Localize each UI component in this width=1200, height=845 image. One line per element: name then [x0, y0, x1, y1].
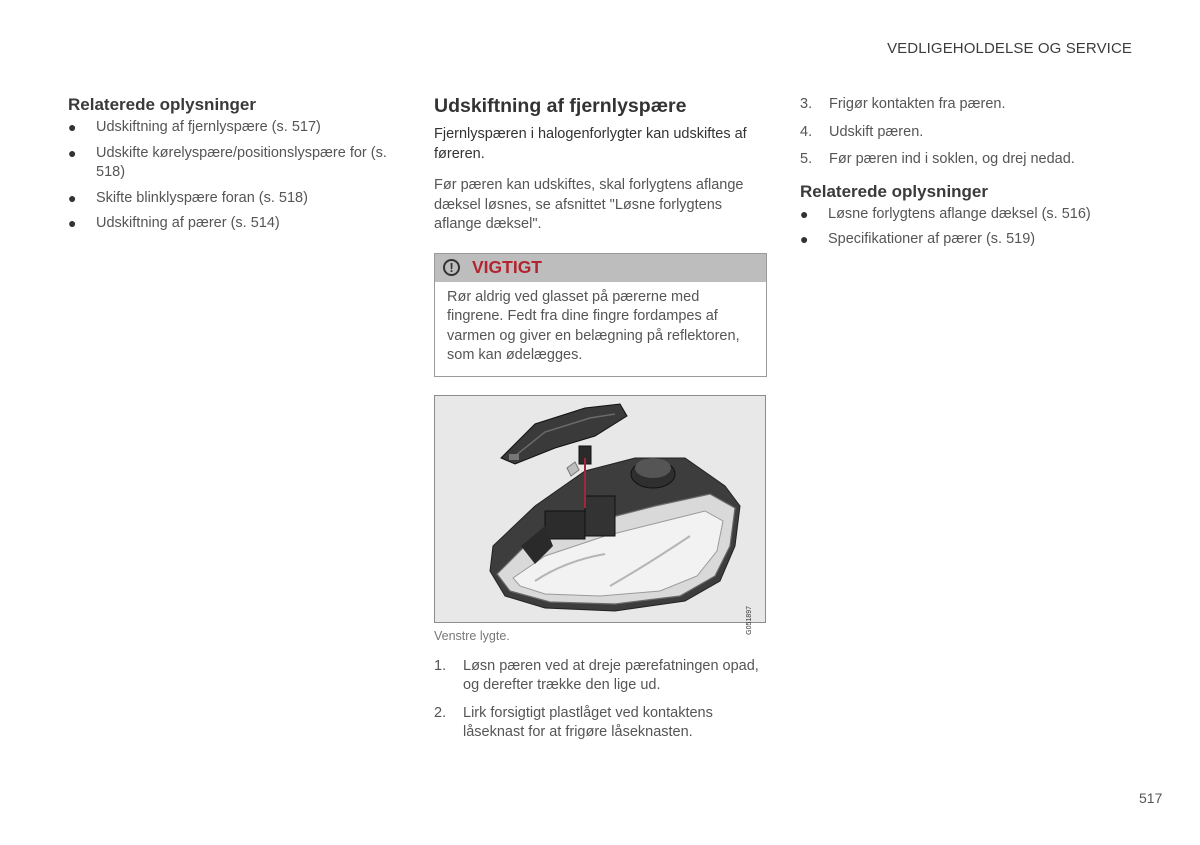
warning-title: VIGTIGT: [472, 257, 542, 277]
related-link[interactable]: ● Skifte blinklyspære foran (s. 518): [68, 189, 388, 209]
related-link[interactable]: ● Udskifte kørelyspære/positionslyspære for (s. 518): [68, 144, 387, 180]
body-paragraph: Før pæren kan udskiftes, skal forlygtens aflange dæksel løsnes, se afsnittet "Løsne forlygtens aflange dæksel".: [434, 177, 744, 232]
warning-text: Rør aldrig ved glasset på pærerne med fingrene. Fedt fra dine fingre fordampes af varmen og giver en belægning på reflektoren, som kan ødelægges.: [447, 288, 740, 363]
related-link[interactable]: ● Løsne forlygtens aflange dæksel (s. 516): [800, 205, 1130, 225]
left-column: [68, 95, 388, 240]
step-item: 1. Løsn pæren ved at dreje pærefatningen opad, og derefter trække den lige ud.: [434, 657, 759, 693]
headlamp-illustration: [434, 395, 766, 635]
bullet-icon: ●: [68, 119, 77, 135]
bullet-icon: ●: [68, 144, 77, 161]
step-item: 4. Udskift pæren.: [800, 123, 924, 140]
middle-column: [434, 95, 768, 751]
related-link[interactable]: ● Udskiftning af fjernlyspære (s. 517): [68, 118, 388, 138]
related-heading: Relaterede oplysninger: [800, 181, 989, 201]
warning-box: [434, 253, 767, 377]
headlamp-drawing: [435, 396, 765, 622]
bullet-icon: ●: [800, 231, 809, 247]
step-item: 5. Før pæren ind i soklen, og drej nedad.: [800, 151, 1075, 167]
bullet-icon: ●: [68, 215, 77, 231]
section-header: VEDLIGEHOLDELSE OG SERVICE: [887, 40, 1132, 57]
step-item: 3. Frigør kontakten fra pæren.: [800, 96, 1006, 112]
bullet-icon: ●: [68, 189, 77, 206]
figure-code: G051897: [746, 605, 753, 635]
related-list: [800, 205, 1130, 250]
warning-header: [435, 254, 766, 282]
page-number: 517: [1139, 790, 1163, 806]
related-list: [68, 118, 388, 234]
section-title: Udskiftning af fjernlyspære: [434, 95, 687, 117]
bullet-icon: ●: [800, 205, 809, 222]
steps-list-a: [434, 657, 768, 743]
right-column: [800, 95, 1130, 256]
intro-text: Fjernlyspæren i halogenforlygter kan udskiftes af føreren.: [434, 126, 747, 162]
steps-list-b: [800, 95, 1130, 170]
exclamation-icon: !: [443, 259, 460, 276]
related-link[interactable]: ● Specifikationer af pærer (s. 519): [800, 230, 1130, 250]
figure-caption: Venstre lygte.: [434, 628, 510, 643]
related-link[interactable]: ● Udskiftning af pærer (s. 514): [68, 214, 388, 234]
step-item: 2. Lirk forsigtigt plastlåget ved kontaktens låseknast for at frigøre låseknasten.: [434, 704, 713, 740]
related-heading: Relaterede oplysninger: [68, 95, 257, 114]
